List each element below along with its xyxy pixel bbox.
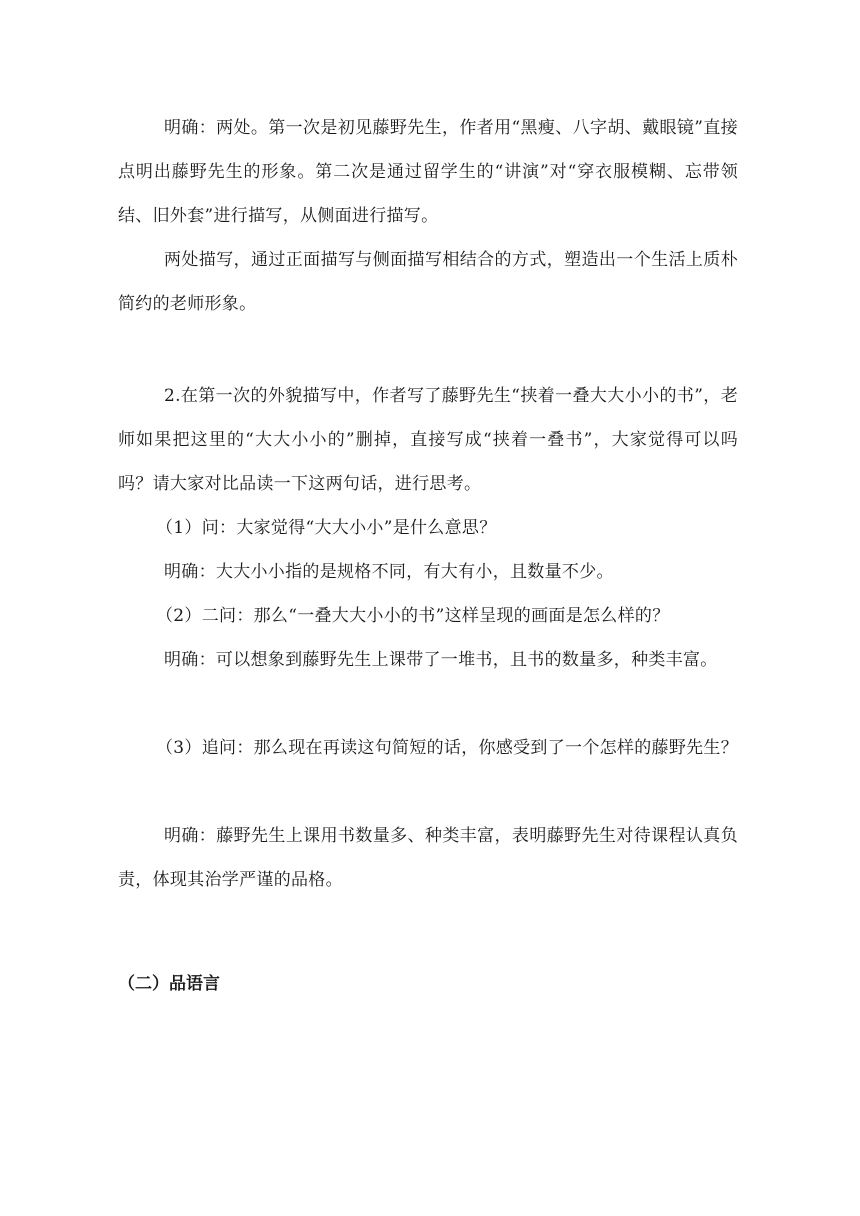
sub-question-1: （1）问：大家觉得“大大小小”是什么意思？ <box>156 518 497 538</box>
summary-paragraph: 两处描写，通过正面描写与侧面描写相结合的方式，塑造出一个生活上质朴简约的老师形象。 <box>118 250 738 314</box>
sub-question-2: （2）二问：那么“一叠大大小小的书”这样呈现的画面是怎么样的？ <box>156 606 670 626</box>
sub-answer-3: 明确：藤野先生上课用书数量多、种类丰富，表明藤野先生对待课程认真负责，体现其治学严谨的品格。 <box>118 826 738 890</box>
answer-paragraph-1: 明确：两处。第一次是初见藤野先生，作者用“黑瘦、八字胡、戴眼镜”直接点明出藤野先生的形象。第二次是通过留学生的“讲演”对“穿衣服模糊、忘带领结、旧外套”进行描写，从侧面进行描写。 <box>118 118 738 226</box>
sub-answer-2: 明确：可以想象到藤野先生上课带了一堆书，且书的数量多，种类丰富。 <box>164 650 718 670</box>
sub-question-3: （3）追问：那么现在再读这句简短的话，你感受到了一个怎样的藤野先生？ <box>156 738 739 758</box>
question-2-paragraph: 2.在第一次的外貌描写中，作者写了藤野先生“挟着一叠大大小小的书”，老师如果把这里的“大大小小的”删掉，直接写成“挟着一叠书”，大家觉得可以吗吗？请大家对比品读一下这两句话，进行思考。 <box>118 386 738 494</box>
section-heading: （二）品语言 <box>118 974 220 994</box>
sub-answer-1: 明确：大大小小指的是规格不同，有大有小，且数量不少。 <box>164 562 614 582</box>
